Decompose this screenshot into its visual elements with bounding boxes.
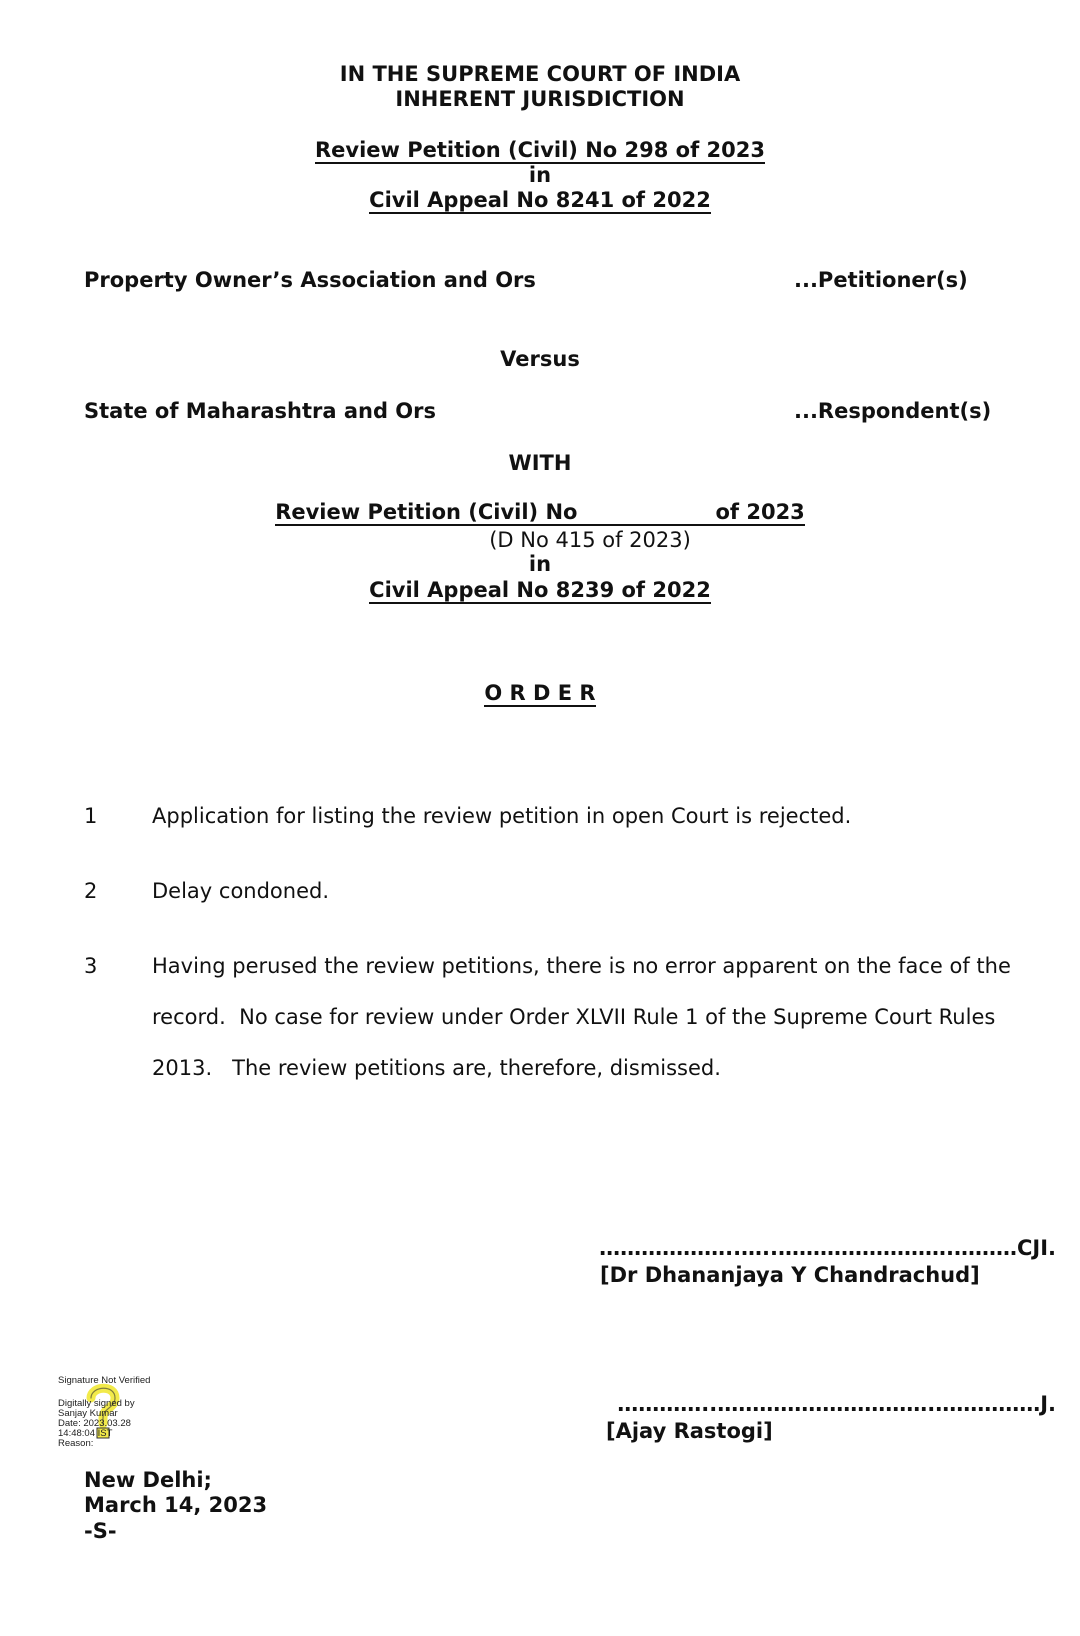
- with-label: WITH: [508, 451, 572, 475]
- stamp-status: Signature Not Verified: [58, 1375, 151, 1386]
- court-name: IN THE SUPREME COURT OF INDIA: [339, 62, 741, 86]
- cji-name: [Dr Dhananjaya Y Chandrachud]: [600, 1263, 980, 1287]
- case2-title-suffix: of 2023: [715, 500, 805, 524]
- case1-title-wrap: [0, 138, 1080, 164]
- versus: Versus: [500, 347, 580, 371]
- order-heading: O R D E R: [484, 681, 596, 705]
- judge-name: [Ajay Rastogi]: [606, 1419, 773, 1443]
- order-heading-wrap: [0, 681, 1080, 707]
- respondent-name: State of Maharashtra and Ors: [84, 399, 437, 423]
- stamp-date: Date: 2023.03.28: [58, 1418, 131, 1429]
- case2-title-prefix: Review Petition (Civil) No: [275, 500, 578, 524]
- case2-in: in: [528, 552, 552, 576]
- case1-in: in: [528, 163, 552, 187]
- case2-appeal-wrap: [0, 578, 1080, 604]
- case2-title-wrap: [0, 500, 1080, 526]
- petitioner-role: ...Petitioner(s): [794, 268, 968, 292]
- footer-date: March 14, 2023: [84, 1493, 268, 1517]
- para-2-line-1: Delay condoned.: [152, 879, 330, 903]
- stamp-signed-by-1: Digitally signed by: [58, 1398, 135, 1409]
- case2-title: [275, 500, 805, 526]
- para-2-number: 2: [84, 879, 98, 903]
- para-3-number: 3: [84, 954, 98, 978]
- footer-place: New Delhi;: [84, 1468, 212, 1492]
- digital-signature-stamp: [58, 1376, 168, 1451]
- para-1-line-1: Application for listing the review petition in open Court is rejected.: [152, 804, 852, 828]
- case1-appeal: Civil Appeal No 8241 of 2022: [369, 188, 711, 212]
- para-3-line-2: record. No case for review under Order XLVII Rule 1 of the Supreme Court Rules: [152, 1005, 996, 1029]
- case1-appeal-wrap: [0, 188, 1080, 214]
- stamp-signed-by-2: Sanjay Kumar: [58, 1408, 118, 1419]
- cji-signature-line: ………………..…..…………………….………CJI.: [599, 1236, 1056, 1260]
- para-1-number: 1: [84, 804, 98, 828]
- stamp-reason: Reason:: [58, 1438, 94, 1449]
- case2-diary: (D No 415 of 2023): [489, 528, 691, 552]
- judge-signature-line: …………..………………………….……………J.: [617, 1392, 1056, 1416]
- case2-appeal: Civil Appeal No 8239 of 2022: [369, 578, 711, 602]
- case1-title: Review Petition (Civil) No 298 of 2023: [314, 138, 766, 162]
- para-3-line-1: Having perused the review petitions, there is no error apparent on the face of the: [152, 954, 1011, 978]
- para-3-line-3: 2013. The review petitions are, therefore, dismissed.: [152, 1056, 721, 1080]
- petitioner-name: Property Owner’s Association and Ors: [84, 268, 536, 292]
- respondent-role: ...Respondent(s): [794, 399, 992, 423]
- stamp-time: 14:48:04 IST: [58, 1428, 113, 1439]
- footer-initial: -S-: [84, 1519, 117, 1543]
- jurisdiction: INHERENT JURISDICTION: [395, 87, 685, 111]
